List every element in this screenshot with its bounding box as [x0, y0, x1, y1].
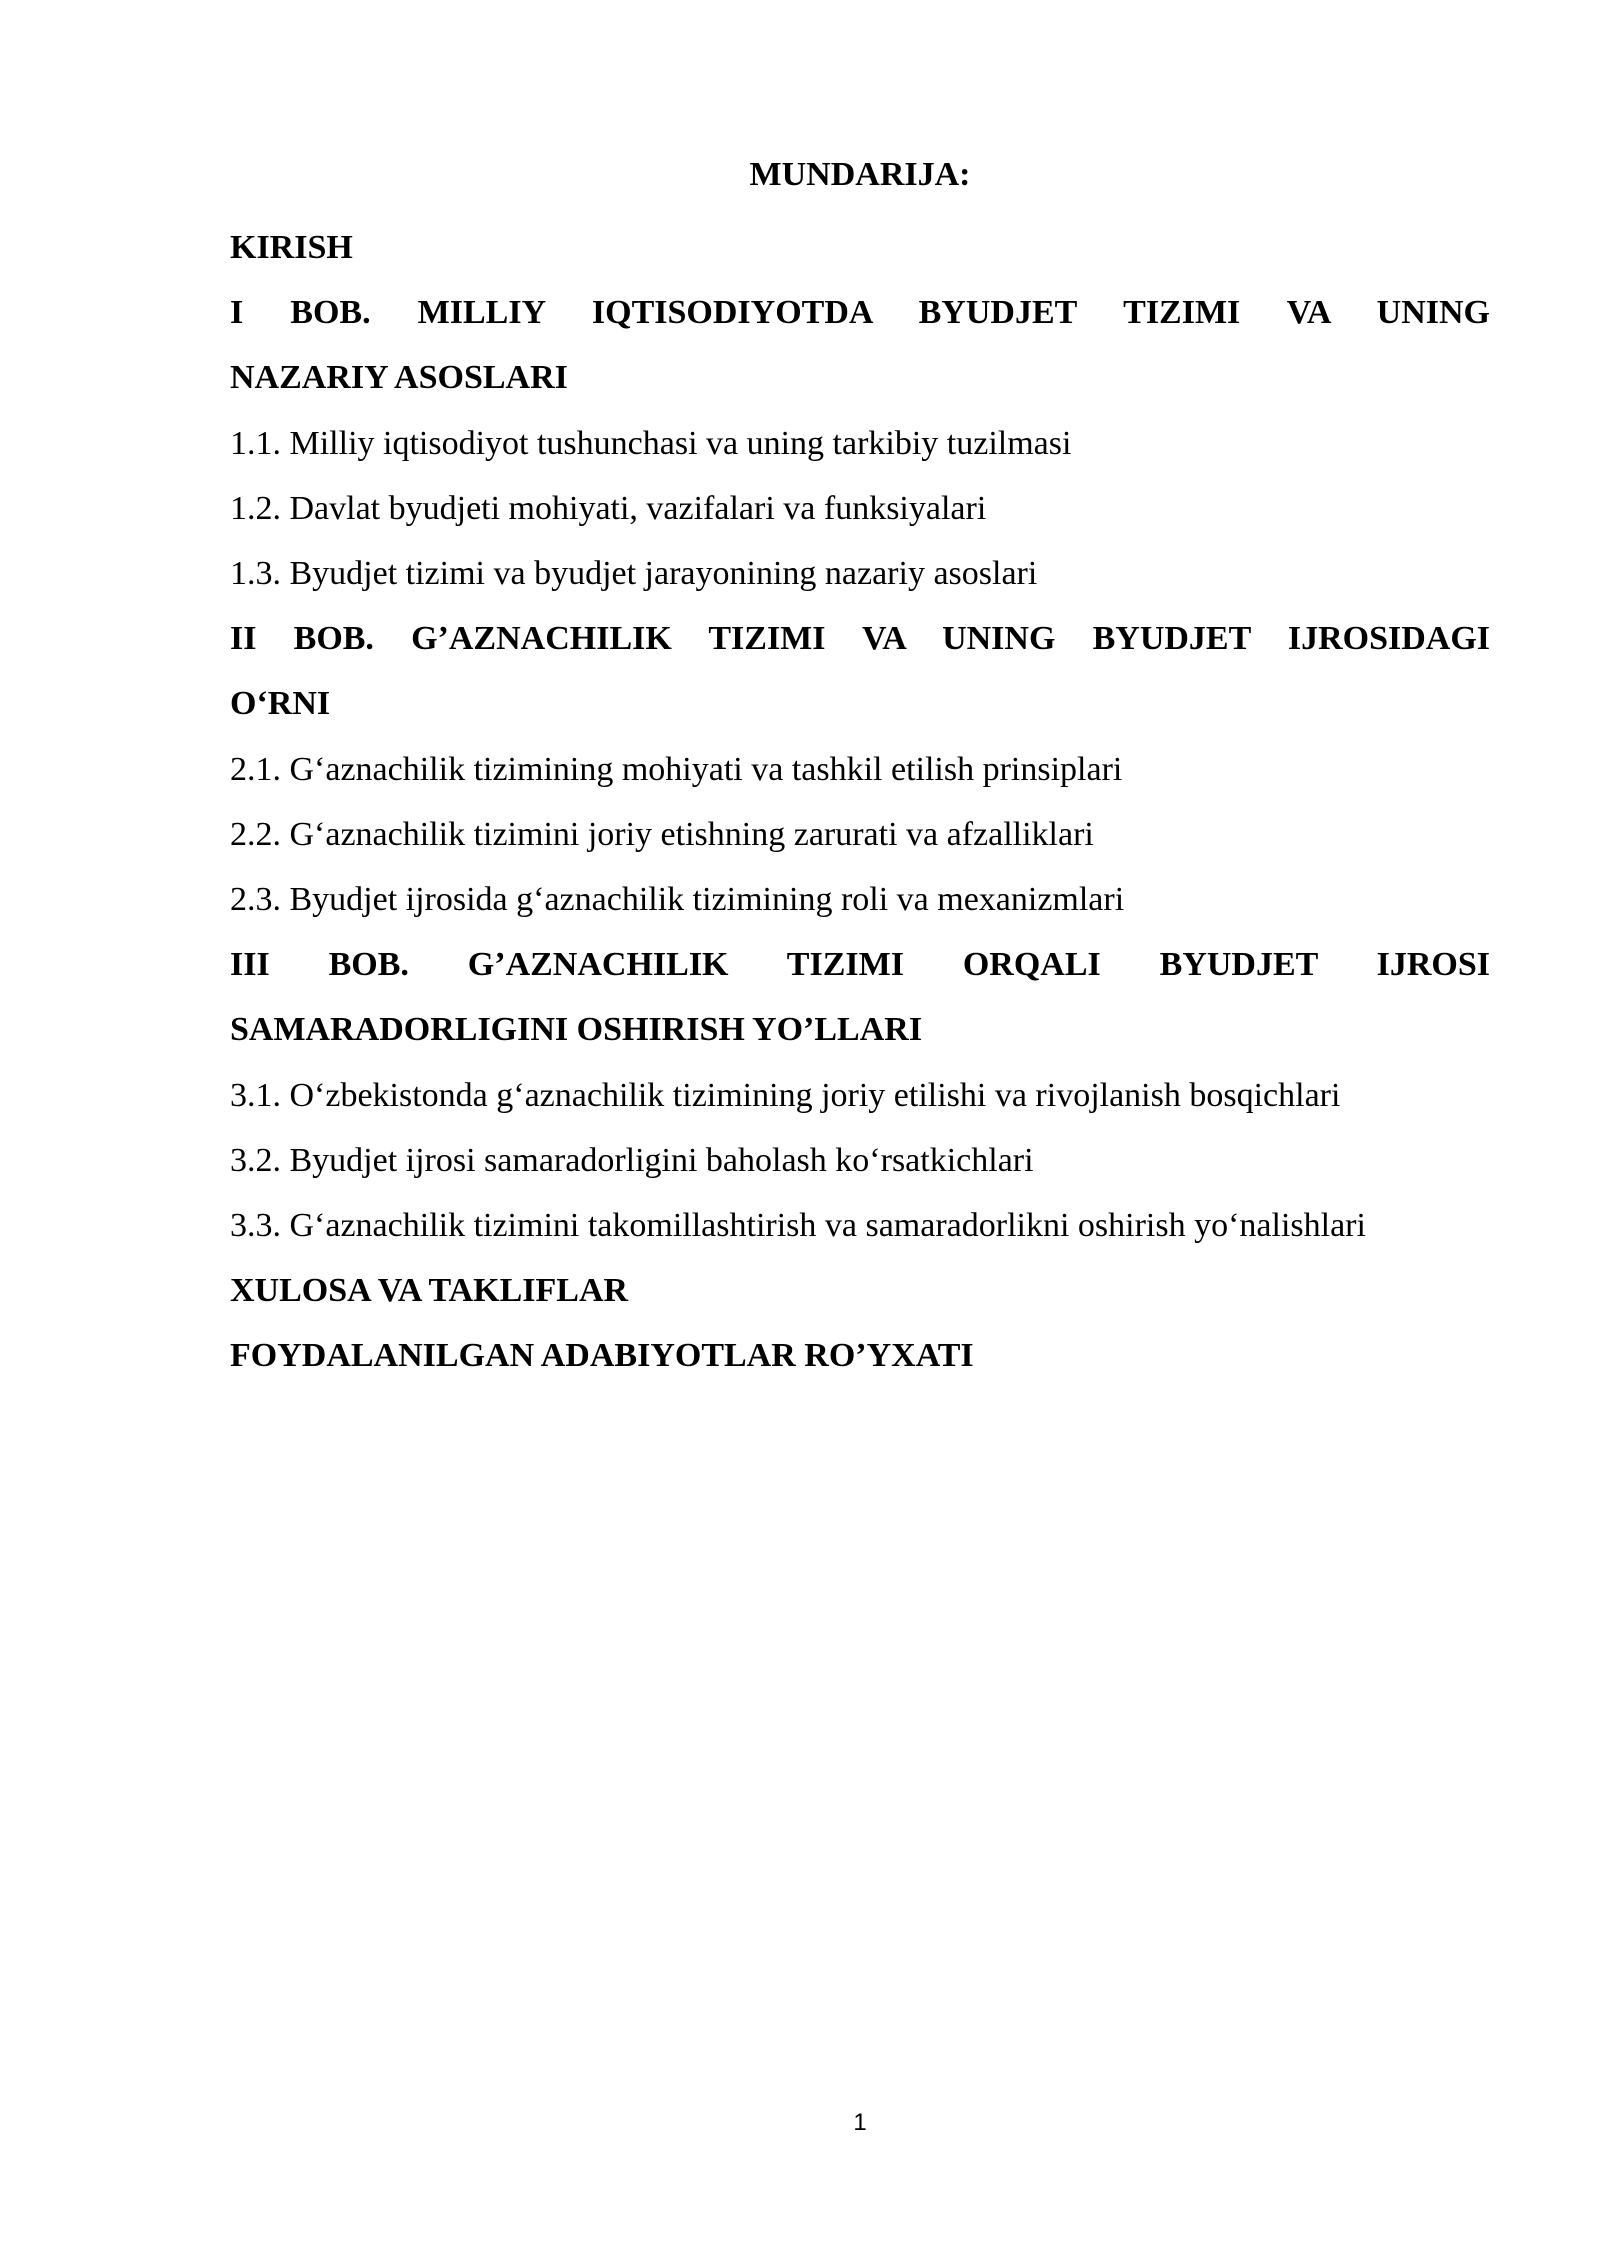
- toc-section-3-2: 3.2. Byudjet ijrosi samaradorligini baholash ko‘rsatkichlari: [230, 1141, 1034, 1179]
- toc-chapter-2-heading: II BOB. G’AZNACHILIK TIZIMI VA UNING BYUDJET IJROSIDAGI: [230, 620, 1490, 658]
- toc-chapter-3-heading: III BOB. G’AZNACHILIK TIZIMI ORQALI BYUDJET IJROSI: [230, 946, 1490, 984]
- toc-section-3-3: 3.3. G‘aznachilik tizimini takomillashtirish va samaradorlikni oshirish yo‘nalishlari: [230, 1207, 1366, 1245]
- toc-section-1-2: 1.2. Davlat byudjeti mohiyati, vazifalari va funksiyalari: [230, 489, 987, 527]
- document-page: [230, 0, 1490, 2262]
- toc-entry-introduction: KIRISH: [230, 229, 353, 266]
- toc-chapter-1-heading-continued: NAZARIY ASOSLARI: [230, 359, 568, 397]
- toc-chapter-3-heading-continued: SAMARADORLIGINI OSHIRISH YO’LLARI: [230, 1011, 923, 1049]
- toc-section-1-1: 1.1. Milliy iqtisodiyot tushunchasi va uning tarkibiy tuzilmasi: [230, 424, 1072, 462]
- page-title: MUNDARIJA:: [749, 156, 971, 193]
- toc-section-2-1: 2.1. G‘aznachilik tizimining mohiyati va tashkil etilish prinsiplari: [230, 750, 1123, 788]
- toc-section-2-3: 2.3. Byudjet ijrosida g‘aznachilik tizimining roli va mexanizmlari: [230, 881, 1125, 919]
- toc-section-1-3: 1.3. Byudjet tizimi va byudjet jarayonining nazariy asoslari: [230, 555, 1038, 593]
- page-number: 1: [853, 2109, 867, 2136]
- toc-chapter-2-heading-continued: O‘RNI: [230, 685, 331, 723]
- toc-entry-conclusion: XULOSA VA TAKLIFLAR: [230, 1272, 629, 1310]
- toc-section-2-2: 2.2. G‘aznachilik tizimini joriy etishning zarurati va afzalliklari: [230, 815, 1094, 853]
- table-of-contents: [230, 215, 1490, 1389]
- toc-chapter-1-heading: I BOB. MILLIY IQTISODIYOTDA BYUDJET TIZIMI VA UNING: [230, 294, 1490, 332]
- toc-entry-references: FOYDALANILGAN ADABIYOTLAR RO’YXATI: [230, 1337, 974, 1375]
- toc-section-3-1: 3.1. O‘zbekistonda g‘aznachilik tizimining joriy etilishi va rivojlanish bosqichlari: [230, 1076, 1341, 1114]
